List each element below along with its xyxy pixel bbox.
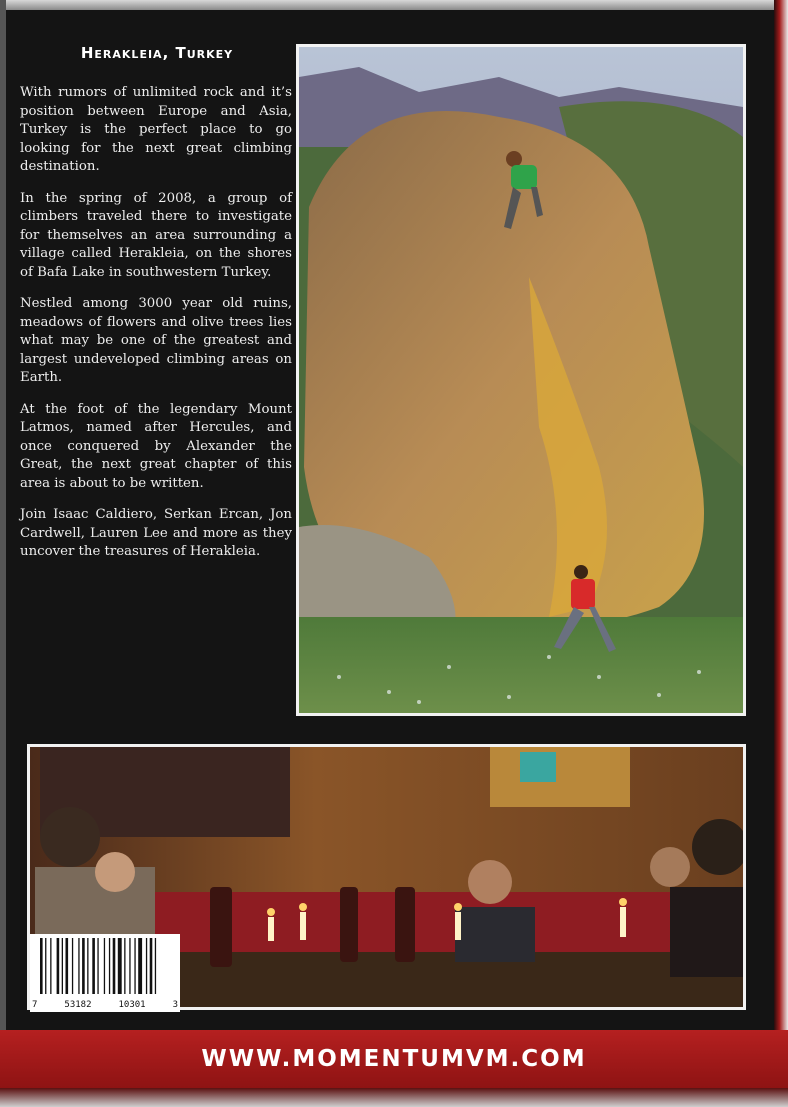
- paragraph: With rumors of unlimited rock and it’s position between Europe and Asia, Turkey is the perfect place to go looking for the next great climbing destination.: [20, 85, 292, 174]
- case-edge-top: [0, 0, 788, 10]
- paragraph: Nestled among 3000 year old ruins, meadows of flowers and olive trees lies what may be one of the greatest and largest undeveloped climbing areas on Earth.: [20, 296, 292, 385]
- case-edge-left: [0, 0, 6, 1107]
- website-url: WWW.MOMENTUMVM.COM: [201, 1046, 587, 1072]
- barcode-number: 7 53182 10301 3: [32, 1000, 178, 1010]
- paragraph: Join Isaac Caldiero, Serkan Ercan, Jon Cardwell, Lauren Lee and more as they uncover the treasures of Herakleia.: [20, 507, 292, 559]
- description-text: [20, 84, 292, 575]
- paragraph: At the foot of the legendary Mount Latmos, named after Hercules, and once conquered by Alexander the Great, the next great chapter of this area is about to be written.: [20, 401, 292, 491]
- upc-barcode: [30, 934, 180, 1012]
- bouldering-photo: [296, 44, 746, 716]
- case-edge-bottom: [0, 1088, 788, 1107]
- case-edge-right: [774, 0, 788, 1107]
- paragraph: In the spring of 2008, a group of climbers traveled there to investigate for themselves an area surrounding a village called Herakleia, on the shores of Bafa Lake in southwestern Turkey.: [20, 190, 292, 280]
- cover-title: Herakleia, Turkey: [80, 44, 234, 62]
